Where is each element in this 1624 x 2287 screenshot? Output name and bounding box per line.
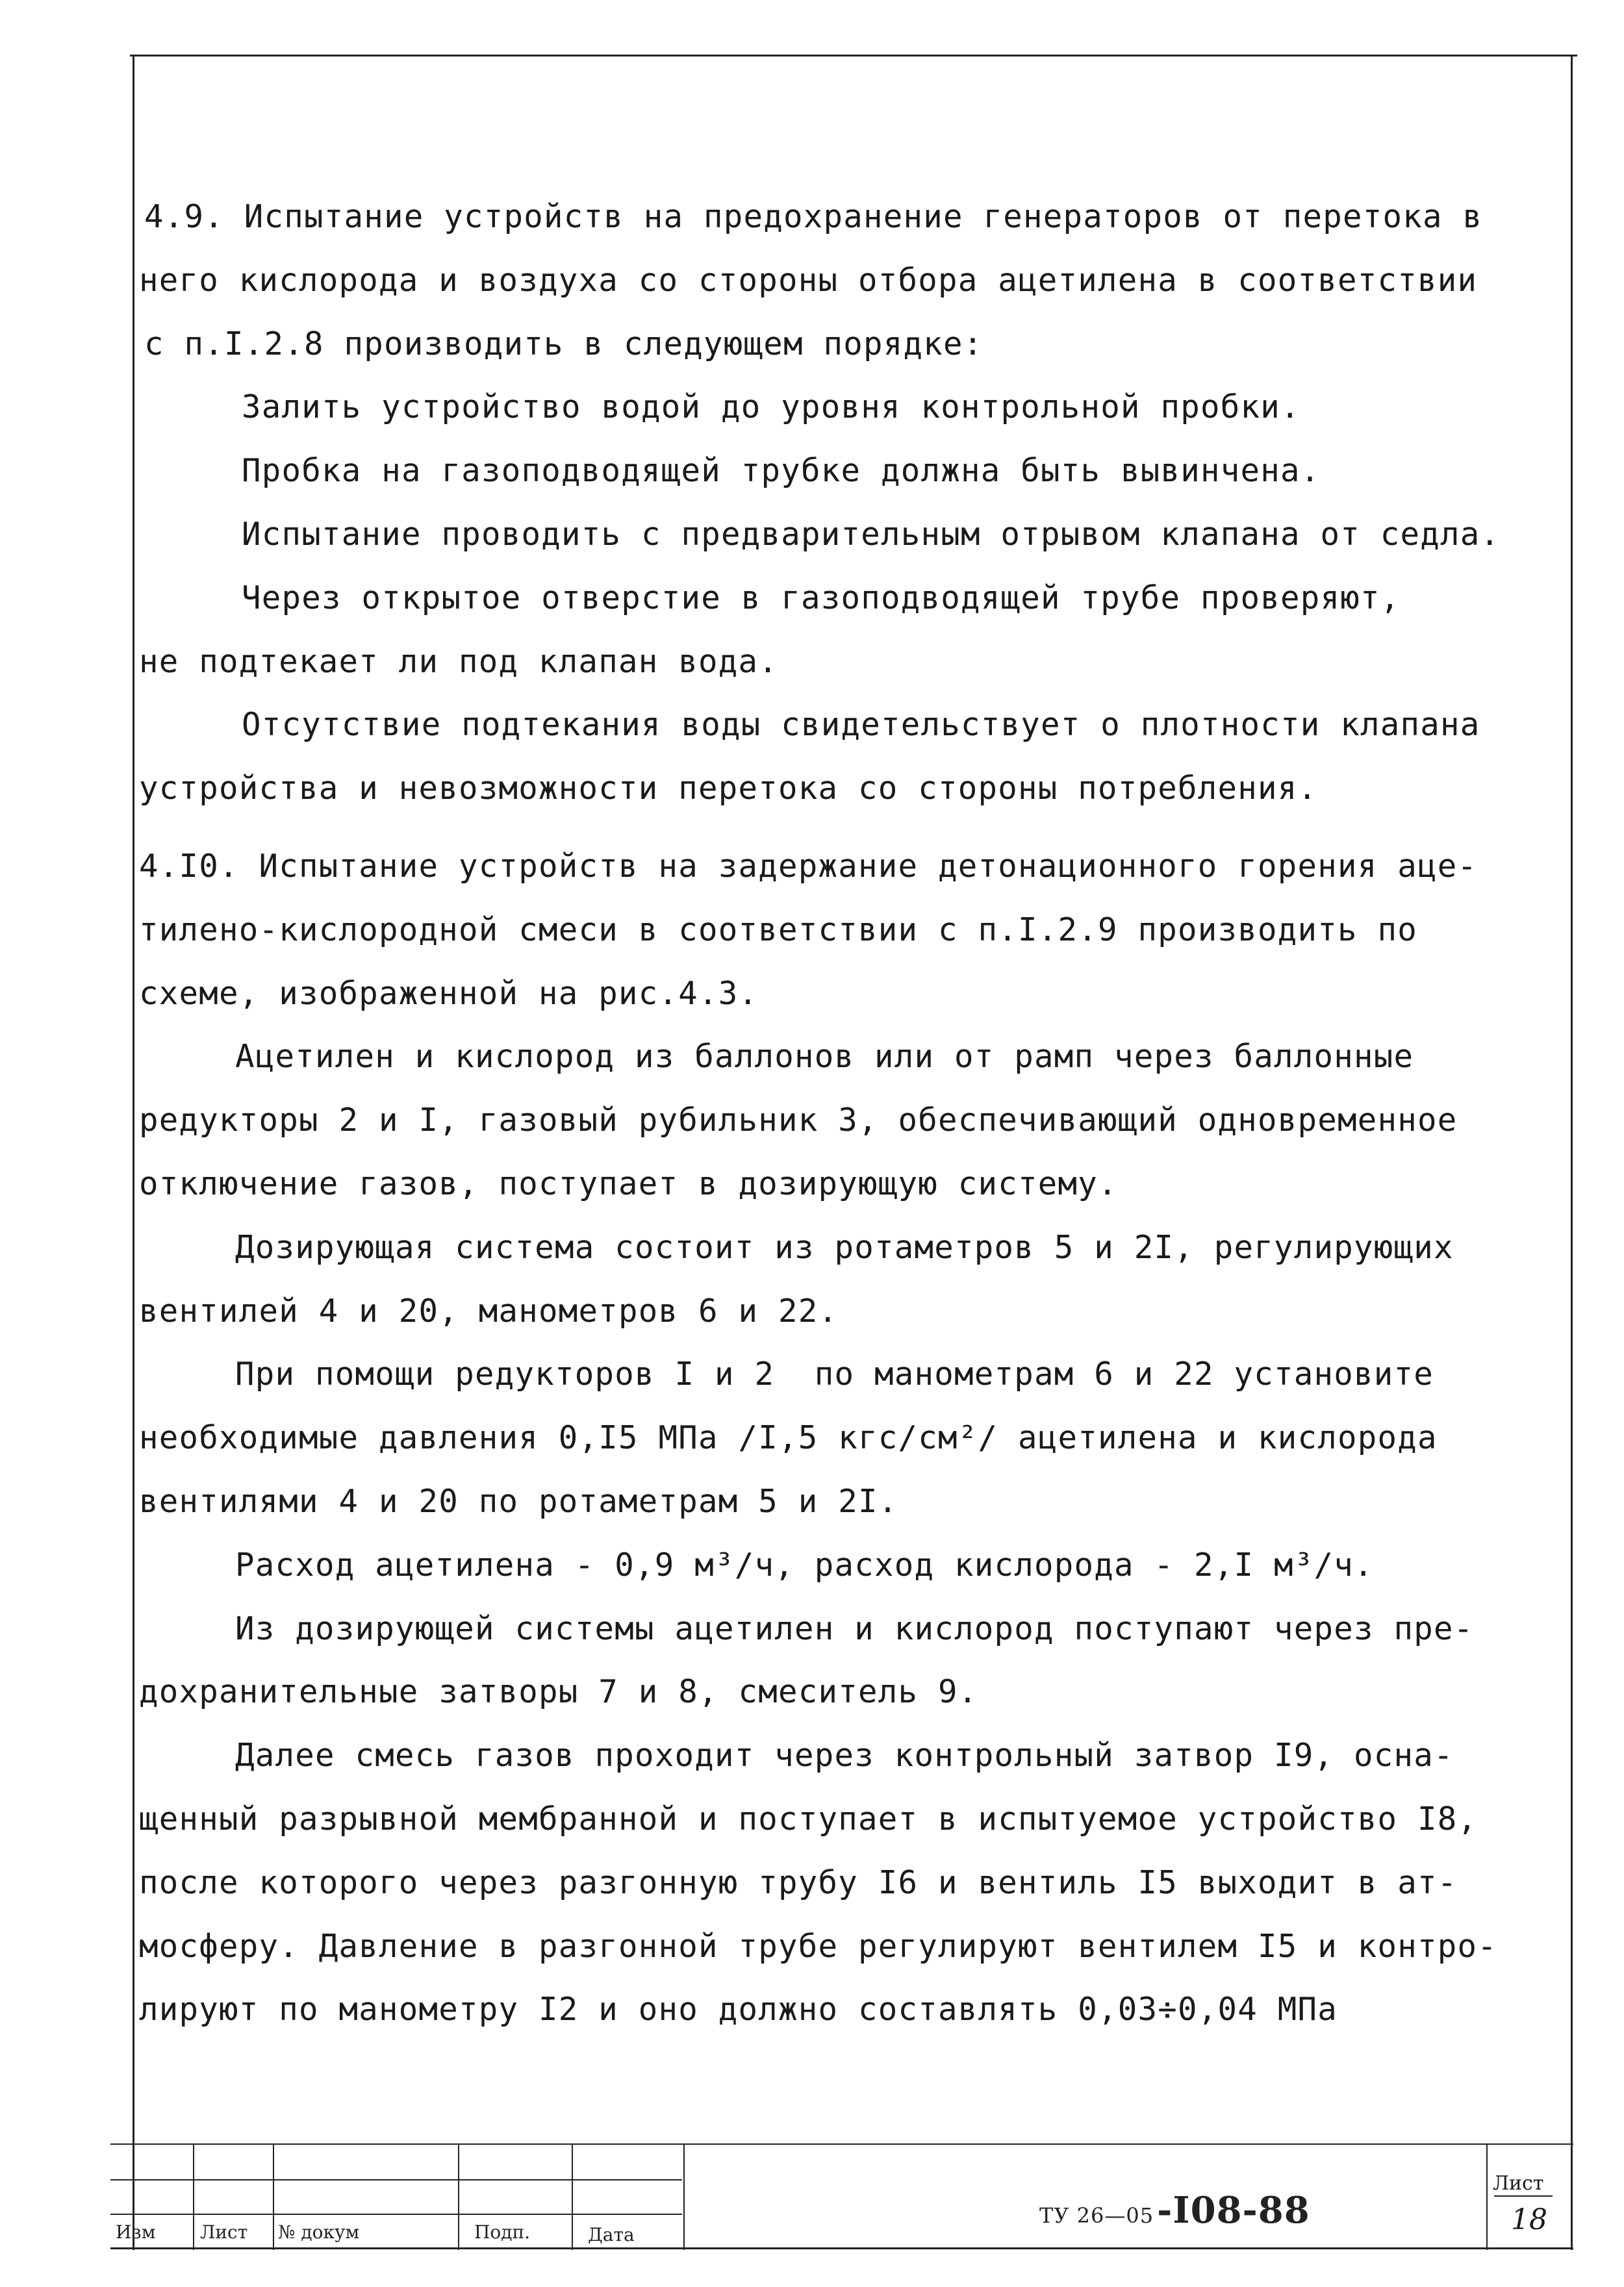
text-line: Залить устройство водой до уровня контрольной пробки. — [242, 388, 1300, 426]
title-block-column-line — [572, 2143, 573, 2250]
text-line: Ацетилен и кислород из баллонов или от рамп через баллонные — [235, 1038, 1414, 1076]
document-code — [1039, 2189, 1310, 2232]
document-body — [135, 185, 1564, 2041]
text-line: необходимые давления 0,I5 МПа /I,5 кгс/см²/ ацетилена и кислорода — [139, 1419, 1438, 1457]
text-line: с п.I.2.8 производить в следующем порядке: — [144, 325, 983, 362]
text-line: тилено-кислородной смеси в соответствии с п.I.2.9 производить по — [139, 911, 1418, 948]
text-line: Пробка на газоподводящей трубке должна быть вывинчена. — [242, 452, 1321, 490]
text-line: Из дозирующей системы ацетилен и кислород поступают через пре- — [235, 1610, 1474, 1647]
column-label-list: Лист — [200, 2221, 248, 2243]
sheet-divider-line — [1494, 2195, 1553, 2197]
text-line: 4.I0. Испытание устройств на задержание детонационного горения аце- — [139, 847, 1478, 885]
title-block-column-line — [683, 2143, 685, 2250]
text-line: не подтекает ли под клапан вода. — [139, 642, 779, 680]
text-line: мосферу. Давление в разгонной трубе регулируют вентилем I5 и контро- — [139, 1927, 1498, 1965]
title-block-column-line — [458, 2143, 459, 2250]
column-label-doc-number: № докум — [278, 2221, 360, 2243]
title-block-column-line — [1486, 2143, 1488, 2250]
text-line: Отсутствие подтекания воды свидетельствует о плотности клапана — [242, 706, 1480, 744]
sheet-label: Лист — [1493, 2172, 1544, 2195]
frame-left-border — [133, 55, 134, 2250]
frame-top-border — [130, 55, 1577, 57]
title-block-row-line — [110, 2214, 682, 2215]
title-block-row-line — [110, 2179, 682, 2180]
column-label-signature: Подп. — [474, 2221, 531, 2243]
text-line: Испытание проводить с предварительным отрывом клапана от седла. — [242, 515, 1501, 553]
text-line: Далее смесь газов проходит через контрольный затвор I9, осна- — [235, 1737, 1454, 1775]
title-block-column-line — [193, 2143, 194, 2250]
text-line: лируют по манометру I2 и оно должно составлять 0,03÷0,04 МПа — [139, 1991, 1338, 2028]
text-line: щенный разрывной мембранной и поступает в испытуемое устройство I8, — [139, 1800, 1478, 1838]
frame-right-border — [1571, 55, 1573, 2250]
text-line: после которого через разгонную трубу I6 и вентиль I5 выходит в ат- — [139, 1864, 1458, 1901]
document-code-prefix: ТУ 26—05 — [1039, 2203, 1154, 2228]
text-line: Расход ацетилена - 0,9 м³/ч, расход кислорода - 2,I м³/ч. — [235, 1546, 1374, 1584]
text-line: отключение газов, поступает в дозирующую систему. — [139, 1165, 1118, 1202]
text-line: При помощи редукторов I и 2 по манометрам 6 и 22 установите — [235, 1356, 1434, 1393]
column-label-date: Дата — [588, 2224, 635, 2245]
text-line: него кислорода и воздуха со стороны отбора ацетилена в соответствии — [139, 261, 1478, 299]
title-block-column-line — [273, 2143, 274, 2250]
title-block-top-line — [110, 2143, 1573, 2145]
text-line: схеме, изображенной на рис.4.3. — [139, 974, 759, 1012]
text-line: вентилями 4 и 20 по ротаметрам 5 и 2I. — [139, 1482, 898, 1520]
text-line: Дозирующая система состоит из ротаметров 5 и 2I, регулирующих — [235, 1228, 1454, 1266]
text-line: редукторы 2 и I, газовый рубильник 3, обеспечивающий одновременное — [139, 1102, 1458, 1139]
text-line: устройства и невозможности перетока со стороны потребления. — [139, 770, 1318, 807]
column-label-izm: Изм — [116, 2221, 156, 2243]
title-block — [110, 2143, 1573, 2250]
text-line: дохранительные затворы 7 и 8, смеситель 9. — [139, 1673, 978, 1711]
text-line: вентилей 4 и 20, манометров 6 и 22. — [139, 1292, 839, 1330]
text-line: Через открытое отверстие в газоподводящей трубе проверяют, — [242, 579, 1401, 616]
document-code-number: -I08-88 — [1157, 2189, 1310, 2232]
sheet-number: 18 — [1511, 2203, 1547, 2236]
text-line: 4.9. Испытание устройств на предохранение генераторов от перетока в — [144, 198, 1483, 235]
